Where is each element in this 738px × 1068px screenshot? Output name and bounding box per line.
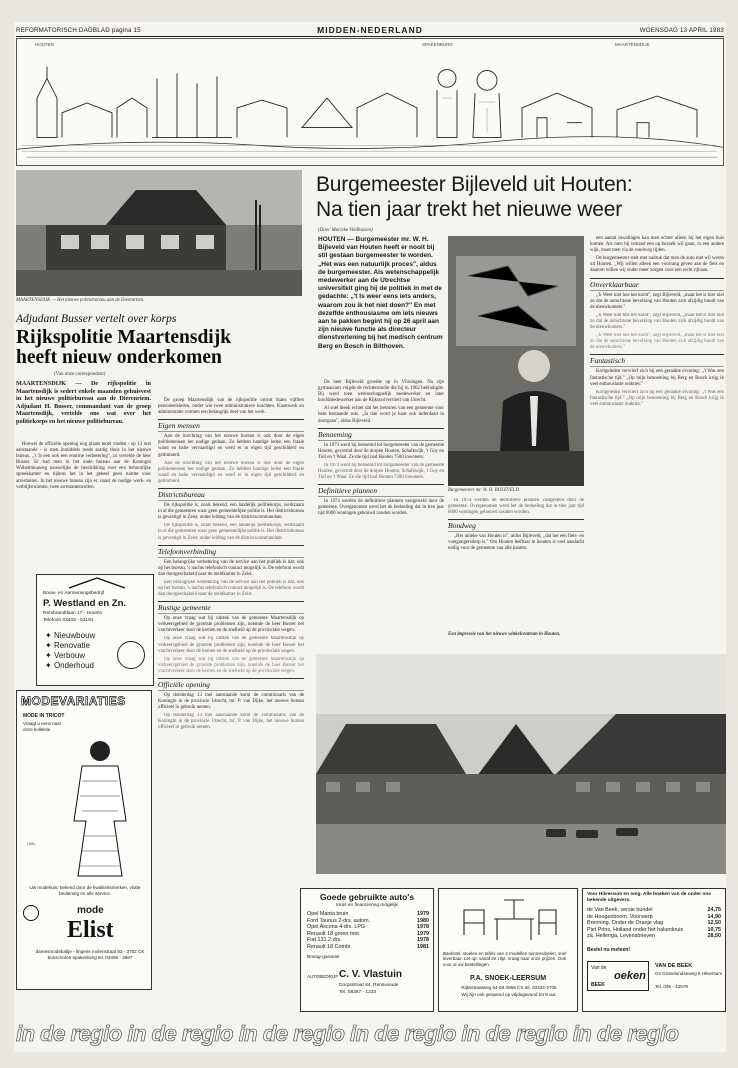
header-rule [16,36,724,37]
westland-service-item: ✦ Renovatie [45,641,90,650]
right-col1-paragraph: De heer Bijleveld groeide op in Vlissingen. Na zijn gymnasium volgde de rechtenstudie die hij in 1962 beëindigde. Bij werd toen wetenschappelijk medewerker en later hoofdmedewerker aan de Rijksuniversiteit van Utrecht. [318,380,444,404]
bouw-seal-icon [117,641,145,669]
house-roof-icon [67,577,127,589]
list-item: de Hoogenboom, Voorwerp 14,90 [587,913,721,920]
snoek-text: Bankstel, stoelen en tafels van 4 modellen tuinmeubelen, snel leverbaar. Let op: vanaf 2e zitje, vraag naar onze prijzen. Ook voor al uw bestellingen. [443,951,567,967]
westland-name: P. Westland en Zn. [43,598,127,609]
right-col3-paragraph: een aantal inwalingen kan men echter alleen bij het eigen huis komen. Als men bij iemand een op bezoek wil gaan, in een andere wijk, moet men via de rondweg rijden. [590,236,724,254]
section-text: De rijkspolitie is, zoals bekend, een landelijk politiekorps, werkzaam in al die gemeenten waar geen gemeentelijke politie is. Het districtsbureau is gevestigd in Zeist, onder leiding van de districtscommandant. [158,523,304,541]
westland-service-item: ✦ Onderhoud [45,661,94,670]
subhead-officiele-opening: Officiële opening [158,678,304,691]
right-byline: (Door Marieke Veldhuizen) [318,228,373,233]
beek-book-list [585,907,723,940]
diamond-bullet-icon: ✦ [45,651,52,660]
section-title: MIDDEN-NEDERLAND [317,25,423,35]
section-text: „'k Weet niet hoe het komt", zegt Bijleveld, „maar het is hier niet zo dat de autochtone bevolking van Houten zich afzijdig houdt van de nieuwkomers." [590,312,724,331]
list-item: za. Hellenga, Levensbrieven 28,50 [587,933,721,940]
mode-price-label: f 89,- [27,841,37,846]
westland-top: Bouw- en Aannemingsbedrijf [43,591,105,596]
mode-brand-small: mode [77,905,104,916]
left-lead: MAARTENSDIJK — De rijkspolitie in Maartensdijk is sedert enkele maanden gehuisvest in het nieuwe politiebureau aan de Dierenriem. Adjudant H. Busser, commandant van de groep Maartensdijk, vertelde ons wat over het politiekorps en het nieuwe politiebureau. [16,380,151,425]
mode-footer: damesmodebaltje - lingerie molenstraat 83 - 3752 CK bunschoten spakenburg tel. 03499 - 3887 [35,949,145,960]
beek-phone: Tel. 035 - 42579 [655,984,688,989]
diamond-bullet-icon: ✦ [45,641,52,650]
left-headline-line-1: Rijkspolitie Maartensdijk [16,327,232,348]
beek-address: Oz Gravelandseweg 6 Hilversum [655,971,723,976]
subhead-definitieve-plannen: Definitieve plannen [318,484,444,497]
right-column-3 [590,236,724,410]
police-station-photo [16,170,302,296]
autos-subtitle: Inruil en financiering mogelijk [336,903,398,908]
header-date: WOENSDAG 13 APRIL 1983 [639,27,724,34]
subhead-benoeming: Benoeming [318,428,444,441]
ad-van-de-beek-books [582,888,726,1012]
table-row: Fiat 131 2-drs. 1978 [307,937,429,944]
section-text: Aan de inrichting van het nieuwe bureau is ook door de eigen politiemensen het nodige gedaan. Zo hebben handige leden een fraaie wand en balie vervaardigd en werd er in eigen tijd geschilderd en getimmerd. [158,434,304,458]
beek-logo: Van de oeken BEEK [587,961,649,991]
mode-line1: MODE IN TRICOT [23,713,65,719]
subhead-rustige-gemeente: Rustige gemeente [158,601,304,614]
right-lead: HOUTEN — Burgemeester mr. W. H. Bijleveld van Houten heeft er nooit bij stil gestaan burgemeester te worden. „Het was een natuurlijk proces", aldus de burgemeester. Als wetenschappelijk medewerker aan de Utrechtse universiteit ging hij de politiek in met de gedachte: „'t Is weer eens iets anders, waarom zou ik het niet doen?" En met dezelfde enthousiasme om iets nieuws aan te pakken begint hij op 26 april aan zijn nieuwe functie als directeur dienstverlening bij het medisch centrum Berg en Bosch in Bilthoven. [318,236,443,350]
list-item: Piet Prins, Holland onder het hakenkruis 10,75 [587,926,721,933]
section-text: Op onze vraag wat bij uitstek van de gemeente Maartensdijk op verkeersgebied de grootste problemen zijn, noemde de heer Busser het vrachtverkeer door de kernen en de snelheid op de provinciale wegen. [158,636,304,654]
section-text: „'k Weet niet hoe het komt", zegt Bijleveld, „maar het is hier niet zo dat de autochtone bevolking van Houten zich afzijdig houdt van de nieuwkomers." [590,333,724,351]
right-col1-paragraph: Al snel bleek echter dat het besturen van een gemeente voor hem bestaande was. „Ja dan word je haar ook inderdaad in doorgaan", aldus Bijleveld. [318,406,444,424]
right-headline-line-1: Burgemeester Bijleveld uit Houten: [316,173,633,196]
westland-phone: Telefoon 03403 - 53181 [43,618,94,623]
diamond-bullet-icon: ✦ [45,661,52,670]
banner-label-maartensdijk: MAARTENSDIJK [615,42,650,47]
banner-label-houten: HOUTEN [35,42,54,47]
ad-vlastuin-autos [300,888,434,1012]
subhead-districtsbureau: Districtsbureau [158,488,304,501]
houten-centre-photo [316,654,726,874]
mode-line2: Vraagt u eens naar onze kollektie [23,721,62,732]
police-photo-caption: MAARTENSDIJK — Het nieuwe politiebureau aan de Dierenriem. [16,298,145,303]
left-headline-line-2: heeft nieuw onderkomen [16,347,222,368]
left-byline: (Van onze correspondent) [54,372,106,377]
impression-caption: Een impressie van het nieuwe winkelcentrum in Houten. [448,632,561,637]
village-sketch [17,39,723,165]
autos-note: Bovag-garantie [307,955,340,960]
beek-intro: Voor Hilversum en omg. Alle boeken van de onder ons bekende uitgevers. [587,892,711,903]
right-col3-paragraph: De burgemeester stelt met nadruk dat men de auto niet wil weren uit Houten. „Wij willen alleen een voorrang geven aan de fiets en daarom willen wij onder meer zorgen voor een recht rijbaan. [590,256,724,274]
section-text: „Het unieke van Houten is", aldus Bijleveld, „dat het een fiets- en voetgangersdorp is." Om Houten leefbaar te houden is veel aandacht nodig voor de gemeente van alle kanten. [448,534,584,552]
section-text: Een belangrijke verbetering van de service aan het publiek is dat, ook op het bureau, 's nachts telefonisch contact mogelijk is. De telefoon wordt dan doorgeschakeld naar de meldkamer in Zeist. [158,579,304,598]
section-text: Op donderdag 13 mei aanstaande komt de commissaris van de Koningin in de provincie Utrecht, mr. P. van Dijke, het nieuwe bureau officieel in gebruik nemen. [158,693,304,711]
section-text: „'k Weet niet hoe het komt", zegt Bijleveld, „maar het is hier niet zo dat de autochtone bevolking van Houten zich afzijdig houdt van de nieuwkomers." [590,292,724,310]
right-column-2 [448,498,584,555]
in-de-regio-footer: in de regio in de regio in de regio in de regio in de regio in de regio [16,1022,679,1046]
autos-company: C. V. Vlastuin [339,969,402,980]
table-row: Opel Ascona 4-drs. LPG 1978 [307,924,429,931]
section-text: Aan de inrichting van het nieuwe bureau is ook door de eigen politiemensen het nodige gedaan. Zo hebben handige leden een fraaie wand en balie vervaardigd en werd er in eigen tijd geschilderd en getimmerd. [158,460,304,484]
ad-mode-list [16,690,152,990]
table-row: Renault 18 groen met. 1979 [307,930,429,937]
table-row: Ford Taunus 2-drs. autom. 1980 [307,917,429,924]
westland-services [45,631,95,671]
right-column-1 [318,380,444,520]
mode-title: MODEVARIATIES [21,694,126,708]
table-row: Opel Manta bruin 1979 [307,911,429,917]
westland-service-item: ✦ Verbouw [45,651,86,660]
section-text: Op onze vraag wat bij uitstek van de gemeente Maartensdijk op verkeersgebied de grootste problemen zijn, noemde de heer Busser het vrachtverkeer door de kernen en de snelheid op de provinciale wegen. [158,656,304,674]
snoek-address: Rijksstraatweg 64-66 3956 CS tel. 03434-2705 [461,985,557,990]
left-headline [16,328,306,368]
fashion-figure-illustration [52,736,147,881]
section-text: In 1973 werd hij benoemd tot burgemeester van de gemeente Houten, gevormd door de dorpen Houten, Schalkwijk, 't Goy en Tull en 't Waal. Ze die tijd had Houten 7500 inwoners. [318,462,444,481]
section-text: Kortgeleden verwierf zich hij een geraakte ervaring: „'t Was een fantastische tijd." „Op mijn benoeming bij Berg en Bosch krijg ik veel enthousiaste reakties." [590,369,724,387]
snoek-company: P.A. SNOEK-LEERSUM [469,975,547,982]
subhead-telefoonverbinding: Telefoonverbinding [158,545,304,558]
ad-snoek-leersum [438,888,578,1012]
westland-service-item: ✦ Nieuwbouw [45,631,96,640]
regional-illustration-banner [16,38,724,166]
section-text: Een belangrijke verbetering van de service aan het publiek is dat, ook op het bureau, 's nachts telefonisch contact mogelijk is. De telefoon wordt dan doorgeschakeld naar de meldkamer in Zeist. [158,559,304,577]
page-header [16,24,724,36]
mode-caption: Uw modehuis: bekend door de kwaliteitsmerken, vlotte bediening en alle service. [29,885,141,896]
subhead-fantastisch: Fantastisch [590,354,724,367]
section-text: Op onze vraag wat bij uitstek van de gemeente Maartensdijk op verkeersgebied de grootste problemen zijn, noemde de heer Busser het vrachtverkeer door de kernen en de snelheid op de provinciale wegen. [158,616,304,634]
list-item: Brenning, Onder de Oranje vlag 12,50 [587,920,721,927]
right-headline-line-2: Na tien jaar trekt het nieuwe weer [316,198,623,221]
left-column-2 [158,398,304,734]
right-headline [316,172,726,222]
list-logo-icon [23,905,39,921]
table-row: Renault 18 Combi 1981 [307,943,429,950]
westland-address: Rembrandtlaan 17 - Houten [43,611,103,616]
section-text: In 1973 werd hij benoemd tot burgemeester van de gemeente Houten, gevormd door de dorpen Houten, Schalkwijk, 't Goy en Tull en 't Waal. Ze die tijd had Houten 7500 inwoners. [318,442,444,460]
beek-company: VAN DE BEEK [655,963,693,969]
left-column-1 [16,442,151,493]
diamond-bullet-icon: ✦ [45,631,52,640]
subhead-bondweg: Bondweg [448,519,584,532]
mayor-photo-caption: Burgemeester mr. W. H. BIJLEVELD. [448,488,521,493]
subhead-eigen-mensen: Eigen mensen [158,419,304,432]
header-left: REFORMATORISCH DAGBLAD pagina 15 [16,27,141,34]
banner-label-spakenburg: SPAKENBURG [422,42,453,47]
snoek-note: Wij zijn ook geopend op vrijdagavond tot 9 uur. [461,992,557,997]
left-col1-paragraph: Hoewel de officiële opening nog plaats moet vinden - op 13 mei aanstaande - is men inmiddels reeds aardig thuis in het nieuwe bureau. „'t Is een ook een enorme verbetering", zo vertelde de heer Busser. Er had men in het oude bureau aan de Koningin Wilhelminaweg nauwelijks de beschikking over een behoorlijke spreekkamer en tijdens het in het geheel geen ruimte voor arrestanten. In het nieuwe bureau zijn er, naast de nodige werk- en verblijfsruimten, twee arrestantencellen. [16,442,151,490]
garden-furniture-illustration [459,895,559,945]
left-kicker: Adjudant Busser vertelt over korps [16,313,177,325]
section-text: De rijkspolitie is, zoals bekend, een landelijk politiekorps, werkzaam in al die gemeenten waar geen gemeentelijke politie is. Het districtsbureau is gevestigd in Zeist, onder leiding van de districtscommandant. [158,503,304,521]
autos-title: Goede gebruikte auto's [319,892,415,902]
beek-more: Bestel nu meteen! [587,947,631,953]
section-text: Op donderdag 13 mei aanstaande komt de commissaris van de Koningin in de provincie Utrecht, mr. P. van Dijke, het nieuwe bureau officieel in gebruik nemen. [158,713,304,731]
section-text: In 1974 werden de definitieve plannen vastgesteld door de gemeente. Overgenomen werd het de bedoeling dat in tien jaar tijd 6000 woningen gebouwd zouden worden. [318,499,444,517]
autos-phone: Tel. 08387 - 1233 [339,990,377,995]
mode-brand: Elist [67,917,114,943]
mayor-portrait-photo [448,236,584,486]
ad-westland [36,574,154,686]
autos-table [305,911,431,951]
section-text: In 1974 werden de definitieve plannen vastgesteld door de gemeente. Overgenomen werd het de bedoeling dat in tien jaar tijd 6000 woningen gebouwd zouden worden. [448,498,584,516]
newspaper-page [14,22,726,1052]
left-col2-intro: De groep Maartensdijk van de rijkspolitie omvat thans vijftien personeelsleden, onder wie twee administratieve krachten. Kaartwerk en administratie vormen een belangrijk deel van het werk. [158,398,304,416]
autos-address: Dorpsstraat 84, Renswoude [339,983,399,988]
autos-company-label: AUTOBEDRIJF [307,974,339,979]
subhead-onverklaarbaar: Onverklaarbaar [590,278,724,291]
list-item: de Van Beek, versie bundel 24,75 [587,907,721,913]
section-text: Kortgeleden verwierf zich hij een geraakte ervaring: „'t Was een fantastische tijd." „Op mijn benoeming bij Berg en Bosch krijg ik veel enthousiaste reakties." [590,389,724,407]
